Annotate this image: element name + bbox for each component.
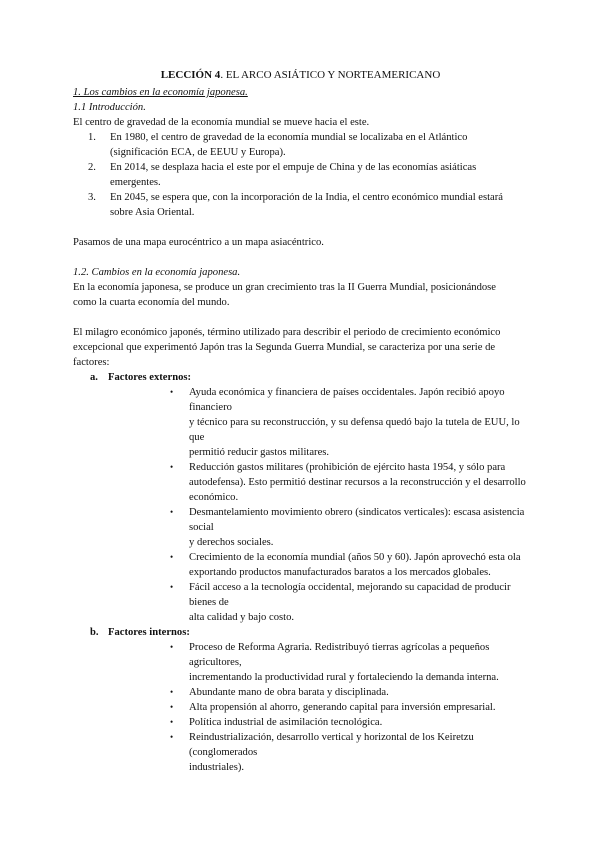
- list-item: • Fácil acceso a la tecnología occidental, mejorando su capacidad de producir bienes de alta calidad y bajo costo.: [170, 582, 511, 623]
- numbered-list: [73, 130, 528, 220]
- section-heading: 1. Los cambios en la economía japonesa.: [73, 87, 248, 98]
- factors-list: [73, 370, 528, 775]
- list-item: • Reindustrialización, desarrollo vertical y horizontal de los Keiretzu (conglomerados industriales).: [170, 732, 474, 773]
- lesson-number: LECCIÓN 4: [160, 69, 221, 81]
- subsection-heading-intro: 1.1 Introducción.: [73, 102, 146, 113]
- list-item: 3. En 2045, se espera que, con la incorporación de la India, el centro económico mundial estará sobre Asia Oriental.: [88, 192, 503, 218]
- internal-factors-bullets: [90, 640, 528, 775]
- factor-group-external: a. Factores externos:: [90, 372, 192, 383]
- list-item: • Proceso de Reforma Agraria. Redistribuyó tierras agrícolas a pequeños agricultores, incrementando la productividad rural y fortaleciendo la demanda interna.: [170, 642, 499, 683]
- list-item: 1. En 1980, el centro de gravedad de la economía mundial se localizaba en el Atlántico (significación ECA, de EEUU y Europa).: [88, 132, 468, 158]
- list-item: 2. En 2014, se desplaza hacia el este por el empuje de China y de las economías asiáticas emergentes.: [88, 162, 477, 188]
- growth-paragraph: En la economía japonesa, se produce un gran crecimiento tras la II Guerra Mundial, posicionándose como la cuarta economía del mundo.: [73, 282, 497, 308]
- subsection-heading-changes: 1.2. Cambios en la economía japonesa.: [73, 267, 241, 278]
- miracle-paragraph: El milagro económico japonés, término utilizado para describir el periodo de crecimiento económico excepcional que experimentó Japón tras la Segunda Guerra Mundial, se caracteriza por una serie de factores:: [73, 327, 501, 368]
- list-item: • Reducción gastos militares (prohibición de ejército hasta 1954, y sólo para autodefensa). Esto permitió destinar recursos a la reconstrucción y el desarrollo económico.: [170, 462, 526, 503]
- list-item: • Desmantelamiento movimiento obrero (sindicatos verticales): escasa asistencia social y derechos sociales.: [170, 507, 525, 548]
- list-item: • Política industrial de asimilación tecnológica.: [170, 717, 383, 728]
- list-item: • Ayuda económica y financiera de países occidentales. Japón recibió apoyo financiero y técnico para su reconstrucción, y su defensa quedó bajo la tutela de EUU, lo que permitió reducir gastos militares.: [170, 387, 520, 458]
- lesson-title: [73, 68, 528, 83]
- list-item: • Crecimiento de la economía mundial (años 50 y 60). Japón aprovechó esta ola exportando productos manufacturados baratos a los mercados globales.: [170, 552, 521, 578]
- external-factors-bullets: [90, 385, 528, 625]
- list-item: • Abundante mano de obra barata y disciplinada.: [170, 687, 389, 698]
- factor-group-internal: b. Factores internos:: [90, 627, 190, 638]
- lesson-name: . EL ARCO ASIÁTICO Y NORTEAMERICANO: [220, 69, 441, 81]
- intro-paragraph: El centro de gravedad de la economía mundial se mueve hacia el este.: [73, 117, 370, 128]
- map-paragraph: Pasamos de una mapa eurocéntrico a un mapa asiacéntrico.: [73, 237, 324, 248]
- list-item: • Alta propensión al ahorro, generando capital para inversión empresarial.: [170, 702, 496, 713]
- document-page: [73, 68, 528, 775]
